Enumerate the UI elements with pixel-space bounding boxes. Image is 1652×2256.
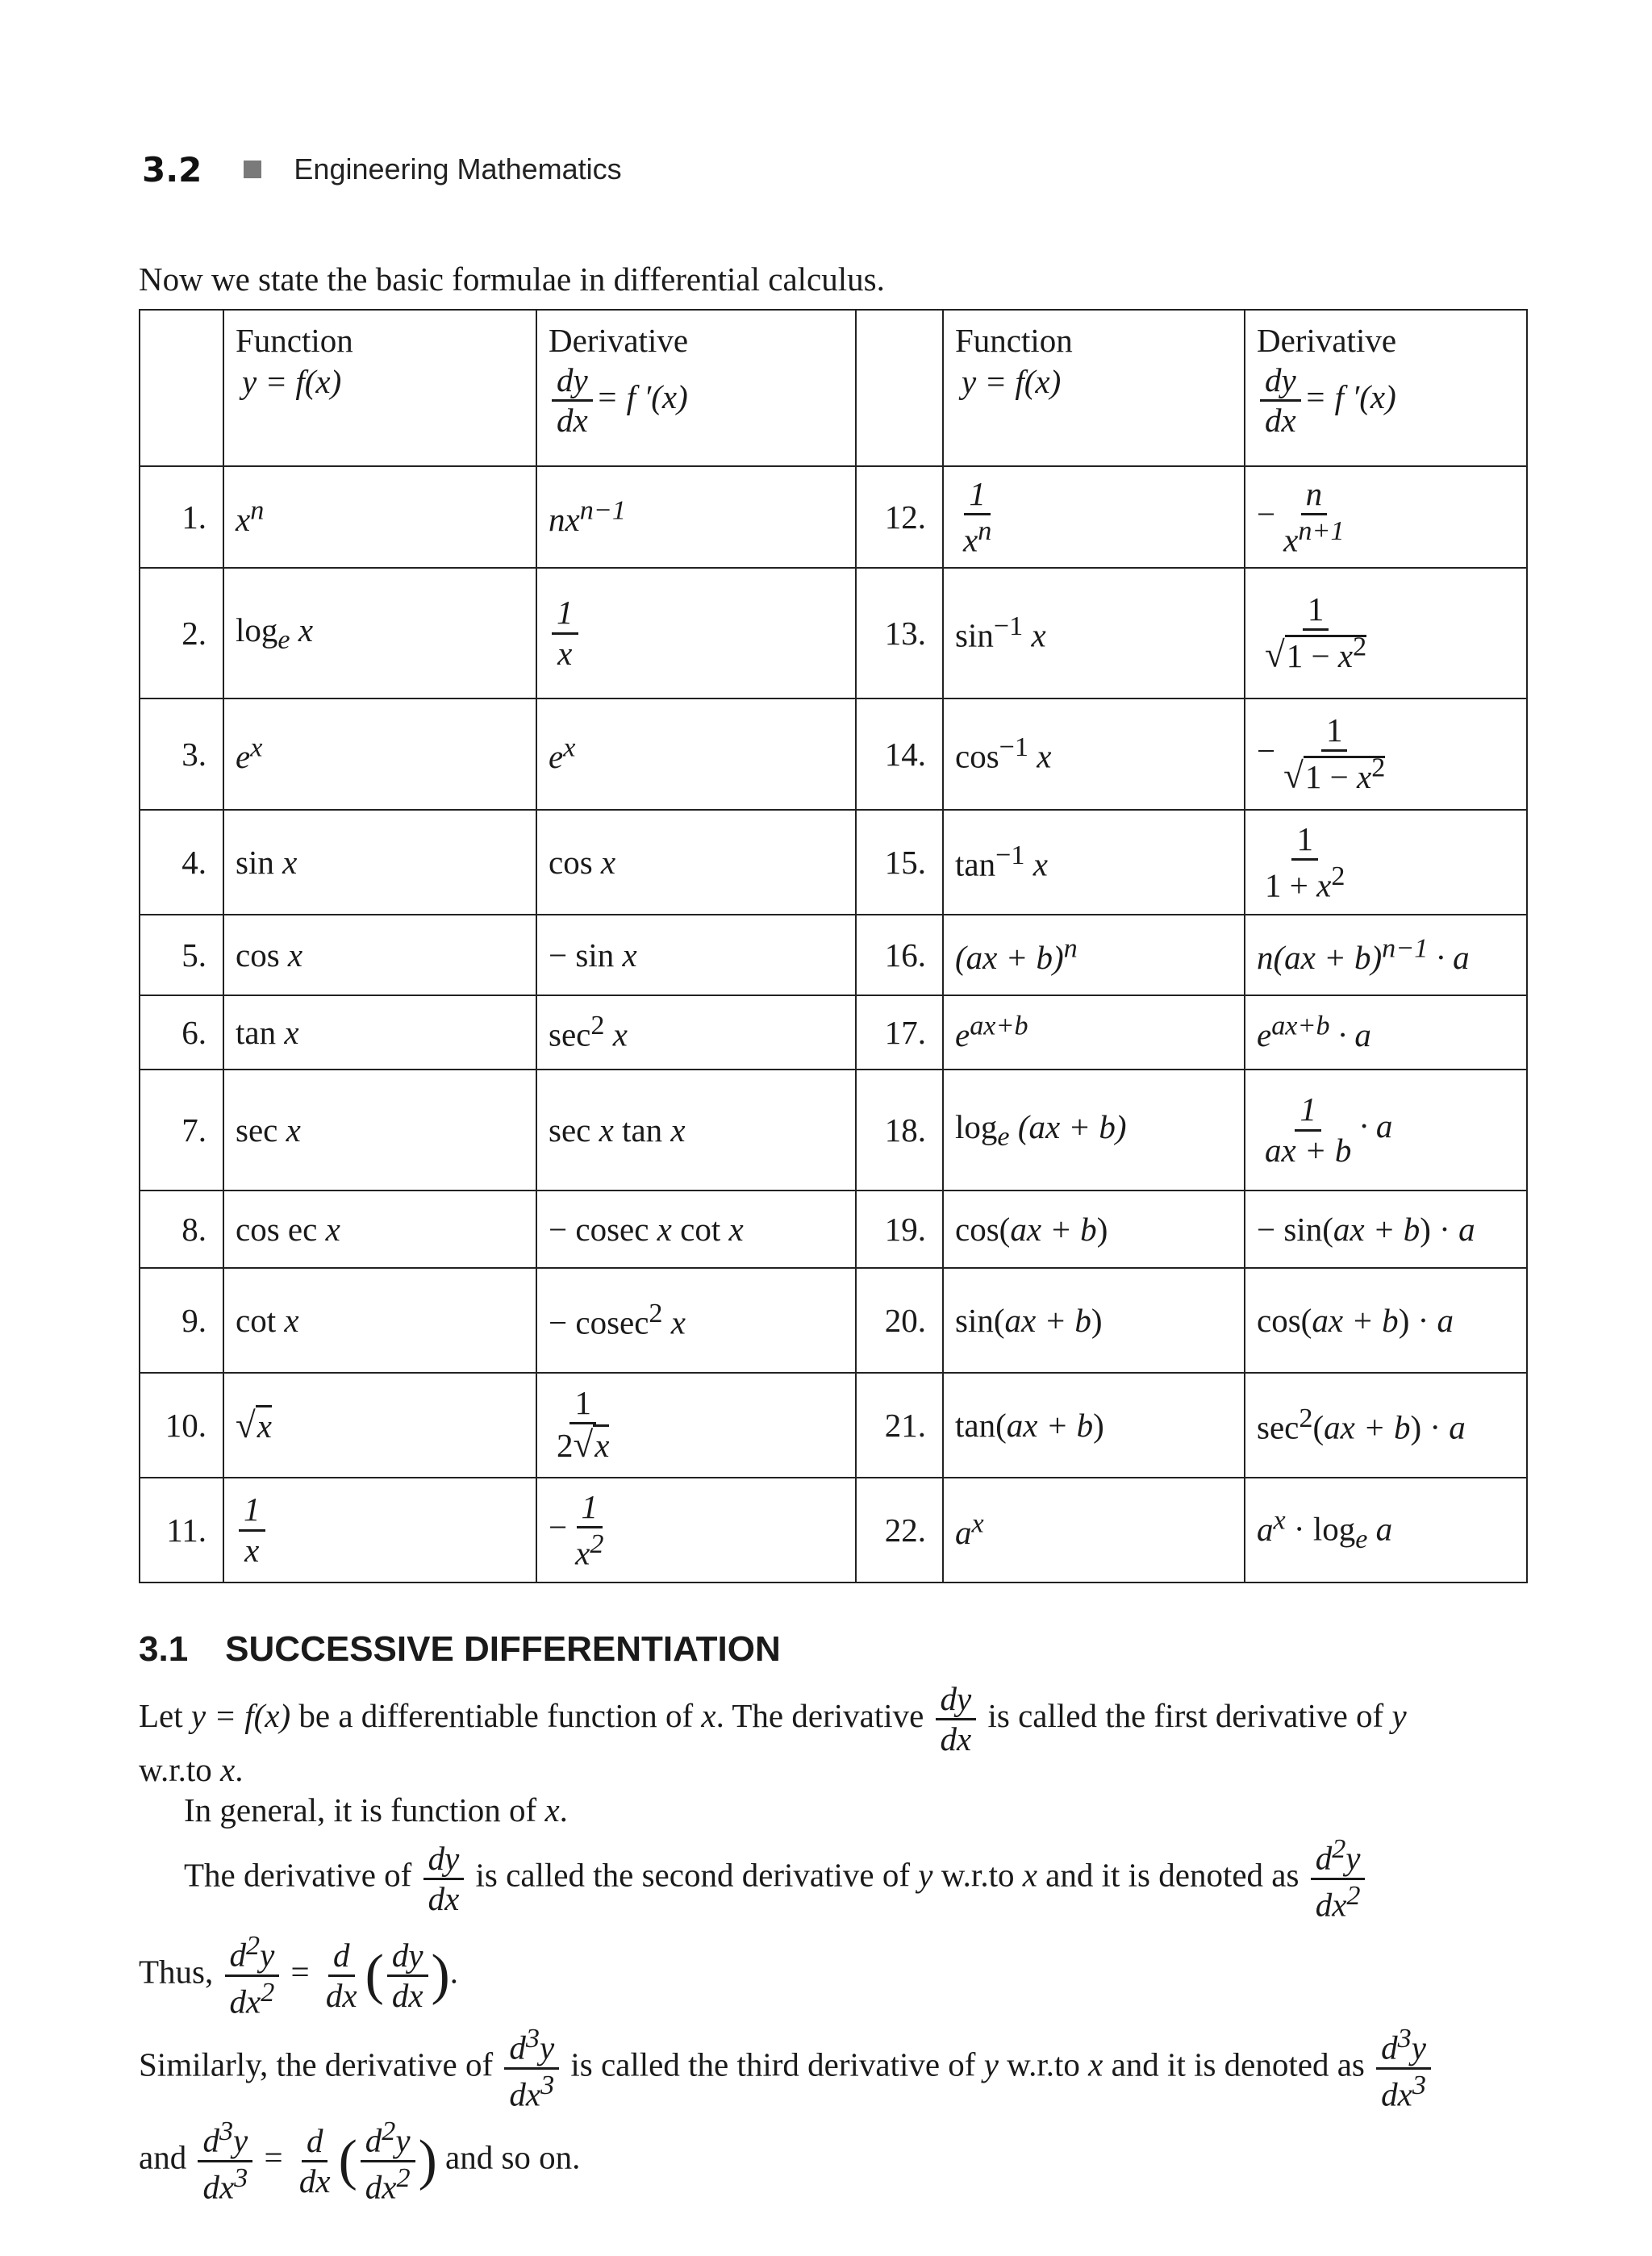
running-title: Engineering Mathematics xyxy=(294,152,622,186)
row-number: 12. xyxy=(856,466,943,568)
paragraph-third-derivative: Similarly, the derivative of $\frac{d^3y}{dx^3}$ is called the third derivative of y w.r.to x and it is denoted as $\frac{d^3y}{dx^3}$ xyxy=(139,2025,1434,2112)
derivative-cell: $\sec^2(ax + b) \cdot a$ xyxy=(1245,1373,1527,1478)
equation-second-derivative: Thus, $\frac{d^2y}{dx^2}$ = $\frac{d}{dx}$ ( $\frac{dy}{dx}$ ). xyxy=(139,1931,458,2020)
header-function: Function y = f(x) xyxy=(943,310,1245,466)
derivative-cell: − $\frac{1}{x^2}$ xyxy=(536,1478,856,1583)
row-number: 5. xyxy=(140,915,223,995)
section-heading xyxy=(139,1629,781,1670)
row-number: 6. xyxy=(140,995,223,1070)
derivative-cell: $e^{ax+b} \cdot a$ xyxy=(1245,995,1527,1070)
square-bullet-icon xyxy=(244,161,261,178)
paragraph-general: In general, it is function of x. xyxy=(184,1791,568,1829)
function-cell: $\log_e (ax + b)$ xyxy=(943,1070,1245,1191)
derivative-cell: $\frac{1}{2√x}$ xyxy=(536,1373,856,1478)
section-title: SUCCESSIVE DIFFERENTIATION xyxy=(225,1629,781,1669)
function-cell: $\tan^{-1} x$ xyxy=(943,810,1245,915)
function-cell: sin(ax + b) xyxy=(943,1268,1245,1373)
derivative-formula-table xyxy=(139,309,1528,1583)
function-cell: sec x xyxy=(223,1070,536,1191)
function-cell: $e^{ax+b}$ xyxy=(943,995,1245,1070)
function-cell: $\frac{1}{x}$ xyxy=(223,1478,536,1583)
row-number: 10. xyxy=(140,1373,223,1478)
row-number: 1. xyxy=(140,466,223,568)
row-number: 8. xyxy=(140,1191,223,1268)
derivative-cell: cos x xyxy=(536,810,856,915)
table-row xyxy=(140,1268,1527,1373)
derivative-cell: $nx^{n-1}$ xyxy=(536,466,856,568)
function-cell: $x^n$ xyxy=(223,466,536,568)
row-number: 22. xyxy=(856,1478,943,1583)
page-number: 3.2 xyxy=(142,149,202,190)
function-cell: $e^x$ xyxy=(223,698,536,810)
row-number: 14. xyxy=(856,698,943,810)
table-row xyxy=(140,995,1527,1070)
derivative-cell: − cosec$^2$ x xyxy=(536,1268,856,1373)
derivative-cell: $\frac{1}{ax + b}$ · a xyxy=(1245,1070,1527,1191)
row-number: 11. xyxy=(140,1478,223,1583)
equation-third-derivative: and $\frac{d^3y}{dx^3}$ = $\frac{d}{dx}$ ( $\frac{d^2y}{dx^2}$ ) and so on. xyxy=(139,2116,581,2206)
row-number: 15. xyxy=(856,810,943,915)
row-number: 20. xyxy=(856,1268,943,1373)
function-cell: (ax + b)$^n$ xyxy=(943,915,1245,995)
table-row xyxy=(140,1191,1527,1268)
section-number: 3.1 xyxy=(139,1629,189,1669)
derivative-cell: − sin x xyxy=(536,915,856,995)
table-row xyxy=(140,915,1527,995)
function-cell: cos(ax + b) xyxy=(943,1191,1245,1268)
row-number: 7. xyxy=(140,1070,223,1191)
row-number: 3. xyxy=(140,698,223,810)
derivative-cell: sec x tan x xyxy=(536,1070,856,1191)
paragraph-first-derivative: Let y = f(x) be a differentiable function of x. The derivative $\frac{dy}{dx}$ is called the first derivative of y xyxy=(139,1680,1407,1758)
table-row xyxy=(140,1478,1527,1583)
header-function: Function y = f(x) xyxy=(223,310,536,466)
derivative-cell: $e^x$ xyxy=(536,698,856,810)
table-row xyxy=(140,466,1527,568)
function-cell: sin x xyxy=(223,810,536,915)
row-number: 19. xyxy=(856,1191,943,1268)
row-number: 18. xyxy=(856,1070,943,1191)
row-number: 9. xyxy=(140,1268,223,1373)
paragraph-first-derivative-cont: w.r.to x. xyxy=(139,1751,244,1788)
derivative-cell: $a^x \cdot \log_e a$ xyxy=(1245,1478,1527,1583)
derivative-cell: $\sec^2 x$ xyxy=(536,995,856,1070)
header-derivative: Derivative $\frac{dy}{dx}$ = f ′(x) xyxy=(1245,310,1527,466)
function-cell: $\sin^{-1} x$ xyxy=(943,568,1245,698)
table-header-row xyxy=(140,310,1527,466)
derivative-cell: $\frac{1}{√1 - x^2}$ xyxy=(1245,568,1527,698)
function-cell: $a^x$ xyxy=(943,1478,1245,1583)
derivative-cell: cos(ax + b) · a xyxy=(1245,1268,1527,1373)
row-number: 2. xyxy=(140,568,223,698)
table-row xyxy=(140,698,1527,810)
running-head xyxy=(142,145,622,194)
paragraph-second-derivative: The derivative of $\frac{dy}{dx}$ is called the second derivative of y w.r.to x and it is denoted as $\frac{d^2y}{dx^2}$ xyxy=(184,1835,1528,1922)
row-number: 4. xyxy=(140,810,223,915)
function-cell: cos x xyxy=(223,915,536,995)
table-row xyxy=(140,810,1527,915)
header-cell-blank xyxy=(856,310,943,466)
table-row xyxy=(140,568,1527,698)
row-number: 13. xyxy=(856,568,943,698)
derivative-cell: − $\frac{n}{x^{n+1}}$ xyxy=(1245,466,1527,568)
function-cell: √x xyxy=(223,1373,536,1478)
row-number: 21. xyxy=(856,1373,943,1478)
table-row xyxy=(140,1070,1527,1191)
function-cell: cot x xyxy=(223,1268,536,1373)
function-cell: $\cos^{-1} x$ xyxy=(943,698,1245,810)
row-number: 17. xyxy=(856,995,943,1070)
derivative-cell: − sin(ax + b) · a xyxy=(1245,1191,1527,1268)
derivative-cell: − $\frac{1}{√1 - x^2}$ xyxy=(1245,698,1527,810)
function-cell: cos ec x xyxy=(223,1191,536,1268)
function-cell: tan x xyxy=(223,995,536,1070)
derivative-cell: − cosec x cot x xyxy=(536,1191,856,1268)
function-cell: $\frac{1}{x^n}$ xyxy=(943,466,1245,568)
row-number: 16. xyxy=(856,915,943,995)
function-cell: $\log_e x$ xyxy=(223,568,536,698)
derivative-cell: n(ax + b)$^{n-1}$ · a xyxy=(1245,915,1527,995)
header-cell-blank xyxy=(140,310,223,466)
derivative-cell: $\frac{1}{1 + x^2}$ xyxy=(1245,810,1527,915)
intro-text: Now we state the basic formulae in differential calculus. xyxy=(139,261,885,298)
function-cell: tan(ax + b) xyxy=(943,1373,1245,1478)
derivative-cell: $\frac{1}{x}$ xyxy=(536,568,856,698)
table-row xyxy=(140,1373,1527,1478)
header-derivative: Derivative $\frac{dy}{dx}$ = f ′(x) xyxy=(536,310,856,466)
